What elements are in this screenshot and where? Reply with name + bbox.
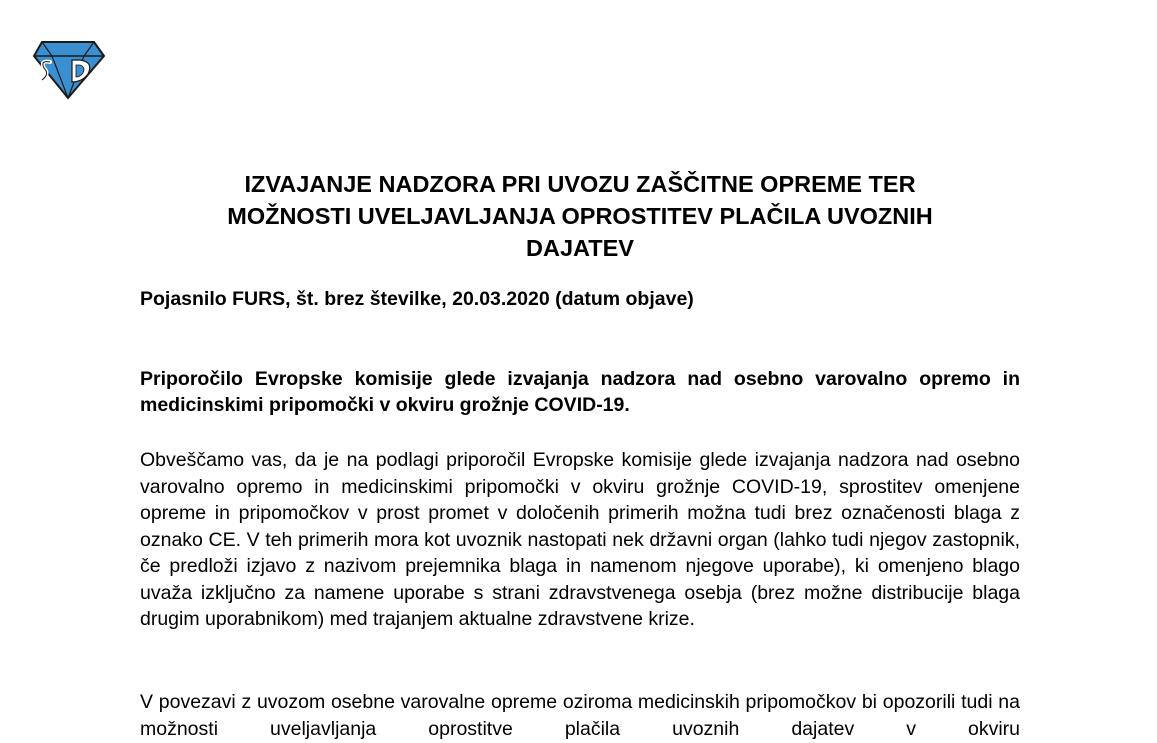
document-subtitle: Pojasnilo FURS, št. brez številke, 20.03.2020 (datum objave): [140, 288, 694, 310]
title-line: IZVAJANJE NADZORA PRI UVOZU ZAŠČITNE OPREME TER: [244, 171, 916, 197]
diamond-logo-icon: [32, 38, 106, 100]
paragraph: Obveščamo vas, da je na podlagi priporočil Evropske komisije glede izvajanja nadzora nad osebno varovalno opremo in medicinskimi pripomočki v okviru grožnje COVID-19, sprostitev omenjene opreme in pripomočkov v prost promet v določenih primerih možna tudi brez označenosti blaga z oznako CE. V teh primerih mora kot uvoznik nastopati nek državni organ (lahko tudi njegov zastopnik, če predloži izjavo z nazivom prejemnika blaga in namenom njegove uporabe), ki omenjeno blago uvaža izključno za namene uporabe s strani zdravstvenega osebja (brez možne distribucije blaga drugim uporabnikom) med trajanjem aktualne zdravstvene krize.: [140, 449, 1020, 630]
logo: [32, 38, 106, 100]
title-line: DAJATEV: [526, 235, 634, 261]
paragraph: V povezavi z uvozom osebne varovalne opreme oziroma medicinskih pripomočkov bi opozorili tudi na možnosti uveljavljanja oprostitve plačila uvoznih dajatev v okviru: [140, 691, 1020, 740]
section-heading: Priporočilo Evropske komisije glede izvajanja nadzora nad osebno varovalno opremo in medicinskimi pripomočki v okviru grožnje COVID-19.: [140, 368, 1020, 416]
document-title: [140, 168, 1020, 264]
title-line: MOŽNOSTI UVELJAVLJANJA OPROSTITEV PLAČILA UVOZNIH: [227, 203, 933, 229]
